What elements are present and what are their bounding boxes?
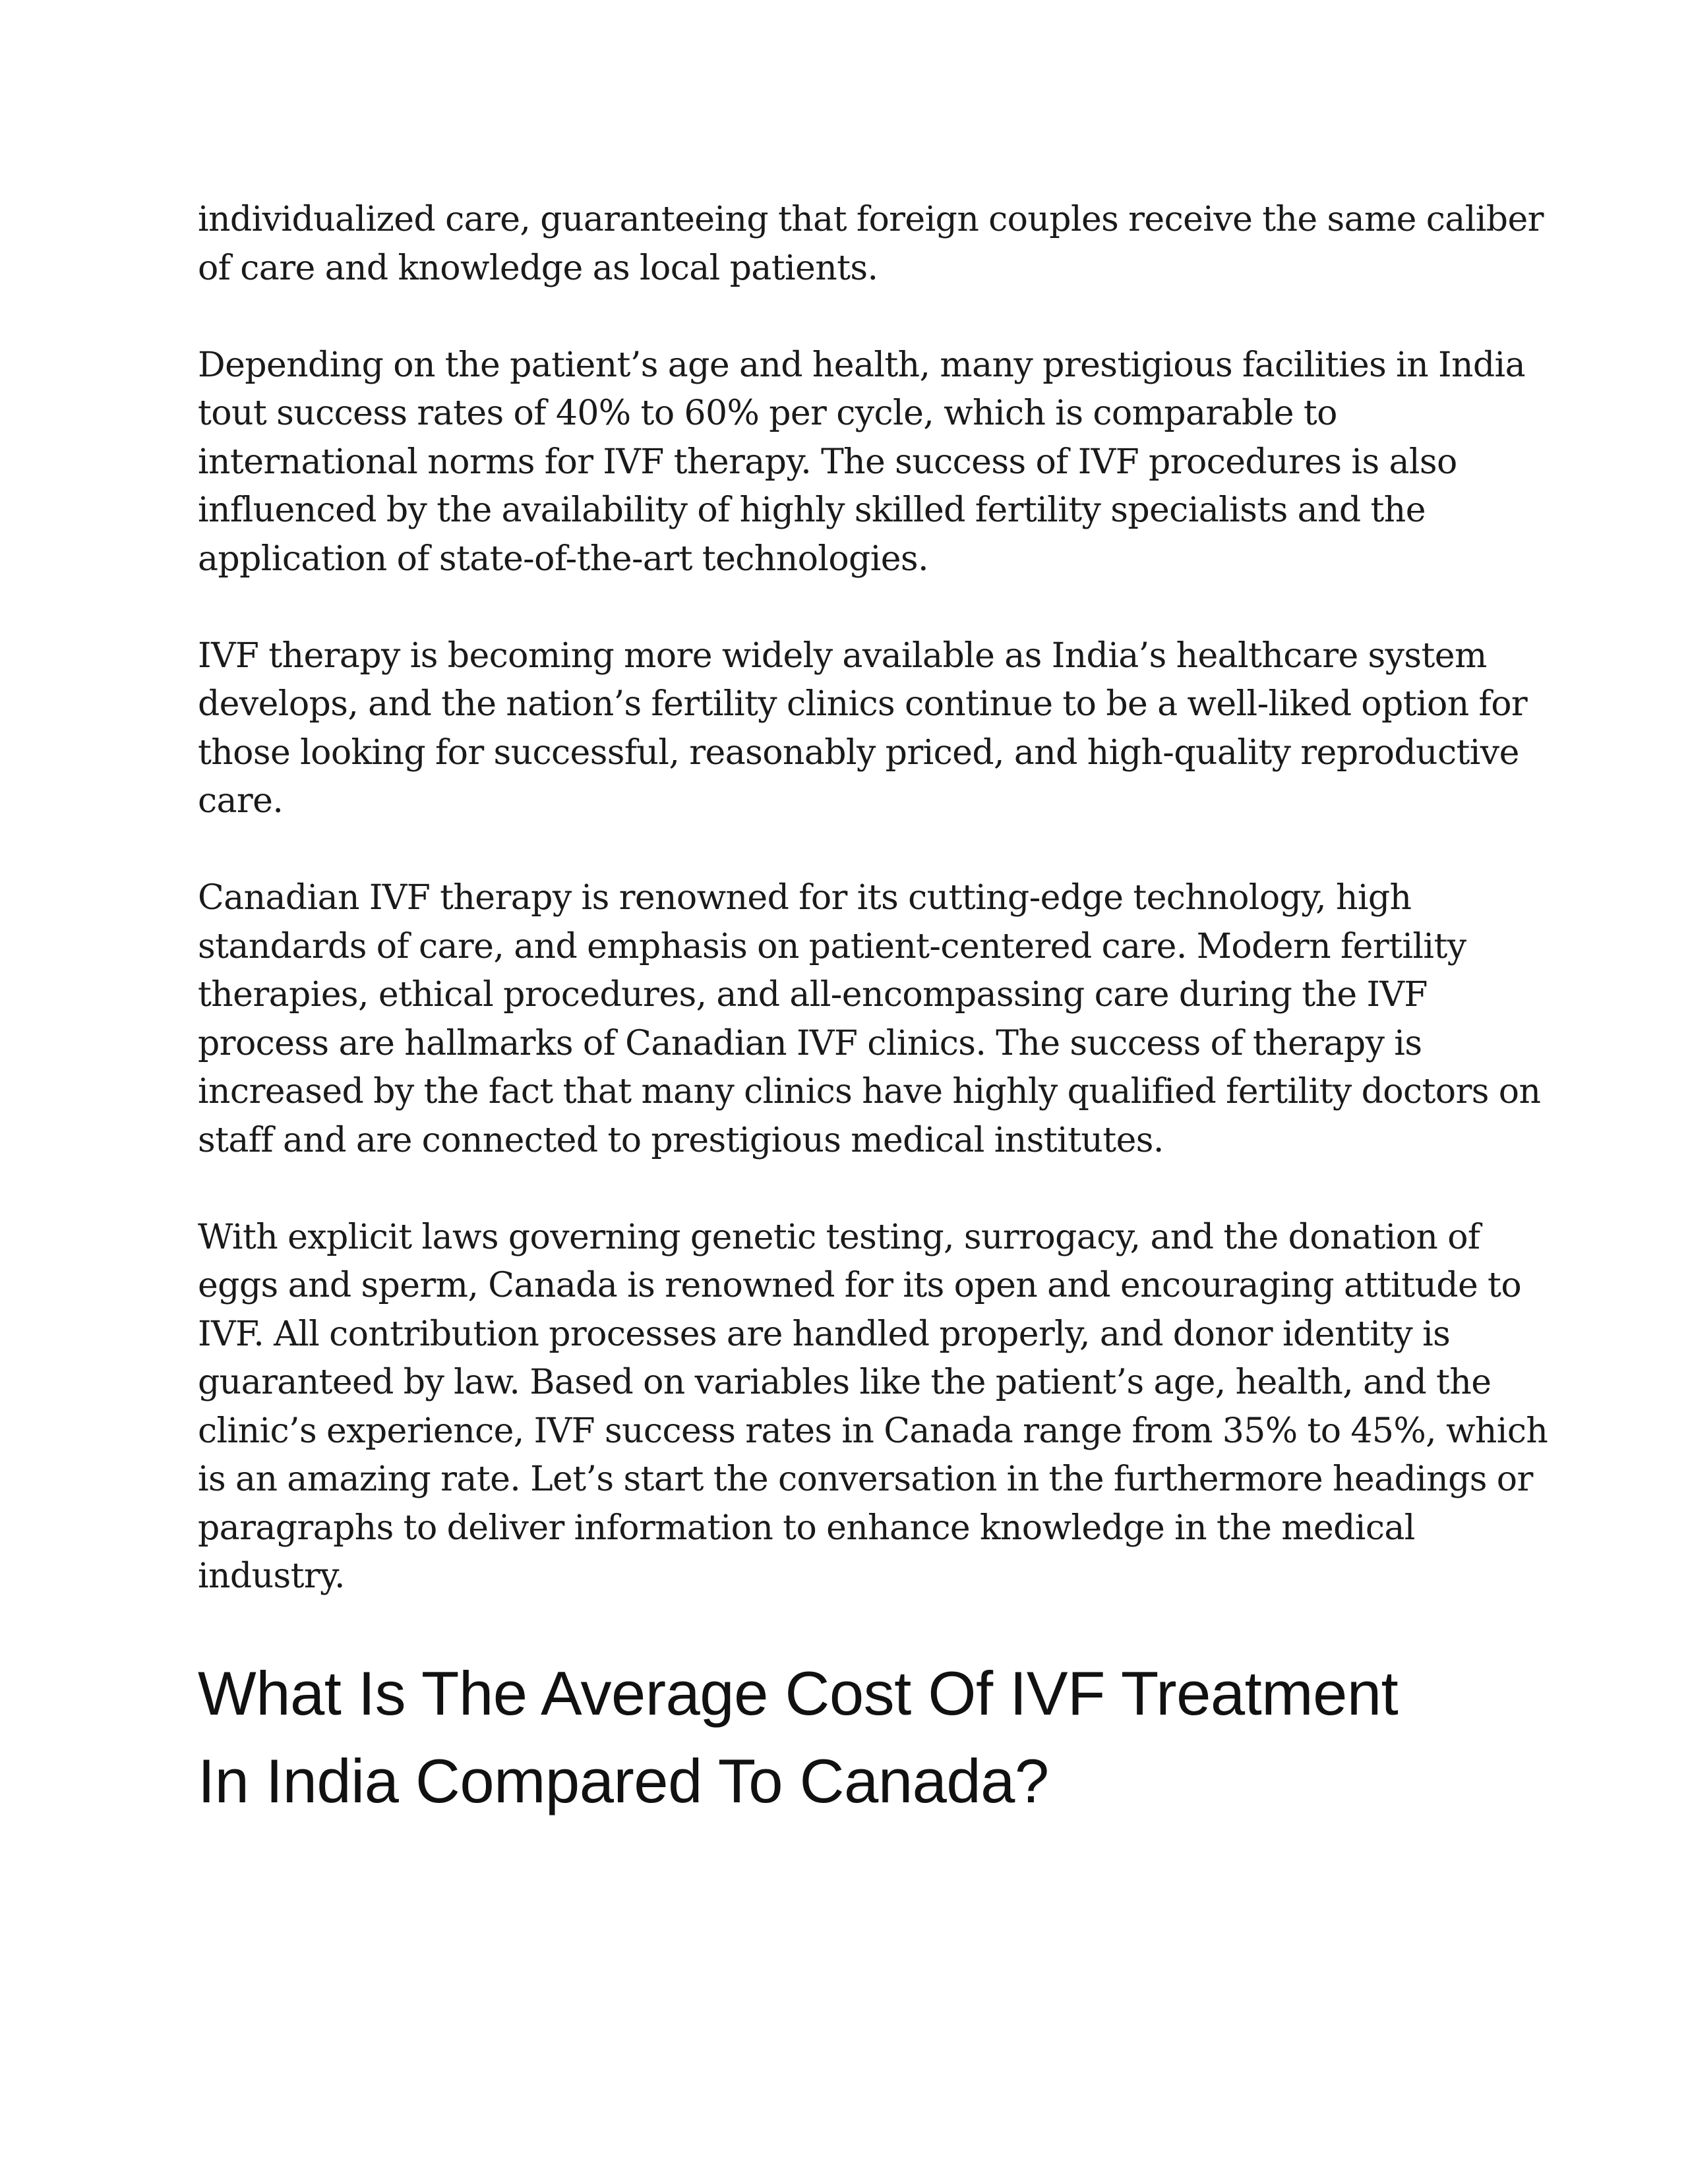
- heading-line: In India Compared To Canada?: [198, 1746, 1049, 1815]
- text-line: care.: [198, 781, 284, 821]
- paragraph-india-availability: [198, 632, 1528, 826]
- text-line: process are hallmarks of Canadian IVF clinics. The success of therapy is: [198, 1023, 1422, 1063]
- text-line: Depending on the patient’s age and health, many prestigious facilities in India: [198, 345, 1525, 385]
- text-line: With explicit laws governing genetic testing, surrogacy, and the donation of: [198, 1217, 1480, 1257]
- paragraph-canada-laws: [198, 1214, 1548, 1601]
- document-body: [198, 196, 1548, 1825]
- text-line: Canadian IVF therapy is renowned for its cutting-edge technology, high: [198, 878, 1412, 918]
- text-line: increased by the fact that many clinics have highly qualified fertility doctors on: [198, 1072, 1541, 1111]
- text-line: IVF. All contribution processes are handled properly, and donor identity is: [198, 1314, 1451, 1354]
- text-line: is an amazing rate. Let’s start the conversation in the furthermore headings or: [198, 1460, 1533, 1499]
- text-line: staff and are connected to prestigious medical institutes.: [198, 1120, 1164, 1160]
- text-line: guaranteed by law. Based on variables like the patient’s age, health, and the: [198, 1363, 1492, 1402]
- text-line: application of state-of-the-art technologies.: [198, 539, 928, 579]
- paragraph-individualized-care: [198, 196, 1544, 293]
- text-line: of care and knowledge as local patients.: [198, 248, 878, 288]
- text-line: industry.: [198, 1556, 345, 1596]
- text-line: eggs and sperm, Canada is renowned for its open and encouraging attitude to: [198, 1266, 1522, 1305]
- text-line: paragraphs to deliver information to enhance knowledge in the medical: [198, 1508, 1415, 1548]
- text-line: individualized care, guaranteeing that foreign couples receive the same caliber: [198, 200, 1544, 239]
- text-line: develops, and the nation’s fertility clinics continue to be a well-liked option for: [198, 684, 1528, 724]
- text-line: standards of care, and emphasis on patient-centered care. Modern fertility: [198, 926, 1466, 966]
- text-line: those looking for successful, reasonably priced, and high-quality reproductive: [198, 732, 1519, 773]
- text-line: IVF therapy is becoming more widely available as India’s healthcare system: [198, 635, 1487, 676]
- text-line: influenced by the availability of highly skilled fertility specialists and the: [198, 490, 1426, 530]
- text-line: international norms for IVF therapy. The success of IVF procedures is also: [198, 442, 1457, 482]
- section-heading: [198, 1649, 1510, 1825]
- paragraph-india-success-rates: [198, 341, 1525, 584]
- text-line: therapies, ethical procedures, and all-encompassing care during the IVF: [198, 975, 1428, 1015]
- text-line: clinic’s experience, IVF success rates in Canada range from 35% to 45%, which: [198, 1411, 1548, 1451]
- text-line: tout success rates of 40% to 60% per cycle, which is comparable to: [198, 394, 1337, 433]
- paragraph-canadian-ivf: [198, 874, 1541, 1165]
- heading-line: What Is The Average Cost Of IVF Treatment: [198, 1659, 1399, 1728]
